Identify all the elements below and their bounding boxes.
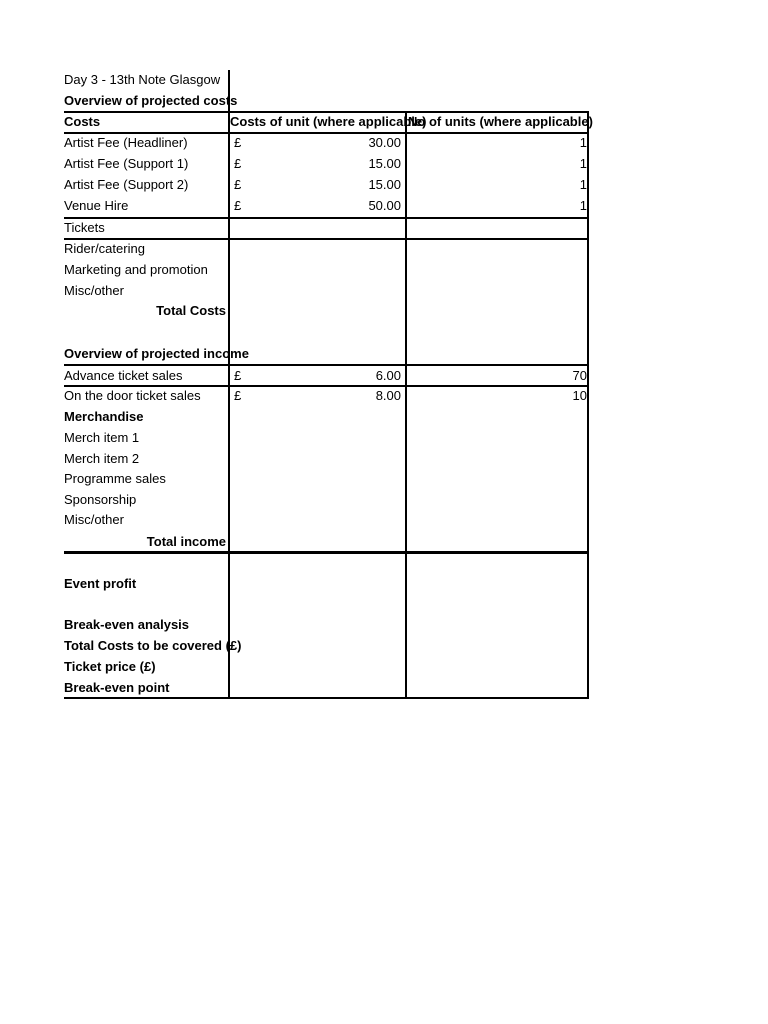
sheet-title: Day 3 - 13th Note Glasgow	[64, 72, 221, 87]
income-row-label: Misc/other	[64, 512, 124, 527]
grid-col-divider	[405, 111, 407, 699]
col-header-unit-cost: Costs of unit (where applicable)	[230, 114, 427, 129]
income-row-unit: 8.00	[375, 388, 401, 403]
cost-row-qty: 1	[579, 135, 587, 150]
cost-row-label: Misc/other	[64, 283, 124, 298]
break-even-heading: Break-even analysis	[64, 617, 190, 632]
cost-row-unit: 15.00	[368, 177, 401, 192]
grid-row-divider	[64, 238, 589, 240]
cost-row-label: Marketing and promotion	[64, 262, 208, 277]
event-profit-label: Event profit	[64, 576, 137, 591]
grid-row-divider	[64, 217, 589, 219]
income-row-unit: 6.00	[375, 368, 401, 383]
income-row-label: Advance ticket sales	[64, 368, 183, 383]
title-divider	[228, 70, 230, 112]
income-row-label: Merch item 1	[64, 430, 140, 445]
cost-row-unit: 30.00	[368, 135, 401, 150]
cost-row-unit: 50.00	[368, 198, 401, 213]
cost-row-label: Rider/catering	[64, 241, 145, 256]
costs-heading: Overview of projected costs	[64, 93, 238, 108]
cost-row-label: Artist Fee (Support 2)	[64, 177, 189, 192]
col-header-costs: Costs	[64, 114, 101, 129]
income-row-label: Sponsorship	[64, 492, 137, 507]
grid-row-divider	[64, 551, 589, 554]
income-row-label: Merch item 2	[64, 451, 140, 466]
grid-col-divider	[228, 111, 230, 699]
cost-row-qty: 1	[579, 177, 587, 192]
cost-row-label: Artist Fee (Support 1)	[64, 156, 189, 171]
cost-row-qty: 1	[579, 198, 587, 213]
cost-row-currency: £	[234, 198, 242, 213]
cost-row-label: Tickets	[64, 220, 105, 235]
grid-row-divider	[64, 385, 589, 387]
cost-row-qty: 1	[579, 156, 587, 171]
cost-row-label: Artist Fee (Headliner)	[64, 135, 188, 150]
cost-row-currency: £	[234, 156, 242, 171]
col-header-units: No of units (where applicable)	[408, 114, 593, 129]
grid-row-divider	[64, 132, 589, 134]
grid-row-divider	[64, 697, 589, 699]
cost-row-currency: £	[234, 177, 242, 192]
income-row-qty: 70	[572, 368, 587, 383]
ticket-price-label: Ticket price (£)	[64, 659, 156, 674]
income-row-currency: £	[234, 388, 242, 403]
income-row-qty: 10	[572, 388, 587, 403]
total-income-label: Total income	[146, 534, 226, 549]
income-row-label: On the door ticket sales	[64, 388, 201, 403]
break-even-point-label: Break-even point	[64, 680, 170, 695]
grid-col-divider	[587, 111, 589, 699]
income-row-currency: £	[234, 368, 242, 383]
income-row-label: Merchandise	[64, 409, 144, 424]
cost-row-currency: £	[234, 135, 242, 150]
income-row-label: Programme sales	[64, 471, 166, 486]
total-costs-label: Total Costs	[156, 303, 226, 318]
cost-row-label: Venue Hire	[64, 198, 129, 213]
total-costs-covered-label: Total Costs to be covered (£)	[64, 638, 242, 653]
grid-row-divider	[64, 364, 589, 366]
cost-row-unit: 15.00	[368, 156, 401, 171]
income-heading: Overview of projected income	[64, 346, 249, 361]
grid-row-divider	[64, 111, 589, 113]
